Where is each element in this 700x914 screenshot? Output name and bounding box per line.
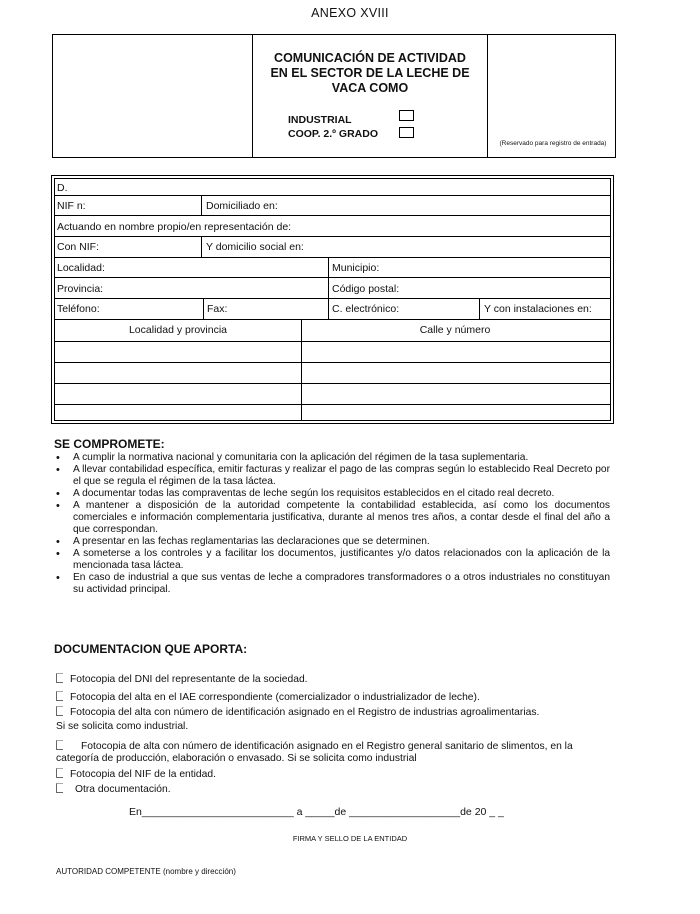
commitments-heading: SE COMPROMETE: xyxy=(54,437,165,451)
form-title-line-3: VACA COMO xyxy=(331,81,409,95)
doc-item-otra: Otra documentación. xyxy=(56,783,171,796)
field-nif[interactable]: NIF n: xyxy=(57,200,86,212)
field-municipio[interactable]: Municipio: xyxy=(332,262,380,274)
field-codigo-postal[interactable]: Código postal: xyxy=(332,283,400,295)
checkbox-otra[interactable] xyxy=(56,783,63,793)
option-industrial-checkbox[interactable] xyxy=(399,110,414,121)
form-header-box xyxy=(52,34,616,158)
option-industrial-label: INDUSTRIAL xyxy=(288,114,352,126)
list-item: • A mantener a disposición de la autoridad competente la contabilidad establecida, así como los documentos comerciales e información complementaria justificativa, durante al menos tres años, a contar desde el final del año a que correspondan. xyxy=(54,500,610,536)
field-domiciliado[interactable]: Domiciliado en: xyxy=(206,200,278,212)
column-localidad-provincia: Localidad y provincia xyxy=(128,324,228,336)
field-correo[interactable]: C. electrónico: xyxy=(332,303,400,315)
field-telefono[interactable]: Teléfono: xyxy=(57,303,100,315)
list-item: • A llevar contabilidad específica, emitir facturas y realizar el pago de las compras según lo establecido Real Decreto por el que se regula el régimen de la tasa láctea. xyxy=(54,464,610,488)
field-fax[interactable]: Fax: xyxy=(207,303,228,315)
place-date-line[interactable]: En__________________________ a _____de ___________________de 20 _ _ xyxy=(129,806,504,818)
field-con-nif[interactable]: Con NIF: xyxy=(57,241,100,253)
option-coop-label: COOP. 2.º GRADO xyxy=(288,128,378,140)
signature-stamp-label: FIRMA Y SELLO DE LA ENTIDAD xyxy=(292,834,408,843)
documentation-heading: DOCUMENTACION QUE APORTA: xyxy=(54,642,248,656)
doc-item-nif: Fotocopia del NIF de la entidad. xyxy=(56,768,216,781)
list-item: • En caso de industrial a que sus ventas de leche a compradores transformadores o a otros industriales no constituyan su actividad principal. xyxy=(54,572,610,596)
list-item: • A documentar todas las compraventas de leche según los requisitos establecidos en el citado real decreto. xyxy=(54,488,610,500)
doc-item-iae: Fotocopia del alta en el IAE correspondiente (comercializador o industrializador de leche). xyxy=(56,691,480,704)
checkbox-registro-sanitario[interactable] xyxy=(56,740,63,750)
field-d[interactable]: D. xyxy=(57,182,68,194)
option-coop-checkbox[interactable] xyxy=(399,127,414,138)
form-title xyxy=(253,51,487,96)
list-item: • A presentar en las fechas reglamentarias las declaraciones que se determinen. xyxy=(54,536,610,548)
field-actuando[interactable]: Actuando en nombre propio/en representación de: xyxy=(57,221,292,233)
doc-item-registro-sanitario: Fotocopia de alta con número de identificación asignado en el Registro general sanitario de slimentos, en la categoría de producción, elaboración o envasado. Si se solicita como industrial xyxy=(56,741,573,764)
doc-item-note: Si se solicita como industrial. xyxy=(56,721,189,732)
reserved-registry-note: (Reservado para registro de entrada) xyxy=(499,140,607,147)
checkbox-iae[interactable] xyxy=(56,691,63,701)
logo-area xyxy=(53,35,253,157)
field-localidad[interactable]: Localidad: xyxy=(57,262,105,274)
commitments-list xyxy=(54,452,610,596)
doc-item-dni: Fotocopia del DNI del representante de la sociedad. xyxy=(56,673,308,686)
list-item: • A cumplir la normativa nacional y comunitaria con la aplicación del régimen de la tasa suplementaria. xyxy=(54,452,610,464)
field-domicilio-social[interactable]: Y domicilio social en: xyxy=(206,241,304,253)
form-title-line-2: EN EL SECTOR DE LA LECHE DE xyxy=(270,66,470,80)
checkbox-registro-industrias[interactable] xyxy=(56,706,63,716)
checkbox-dni[interactable] xyxy=(56,673,63,683)
annex-title: ANEXO XVIII xyxy=(311,6,389,20)
doc-item-registro-industrias: Fotocopia del alta con número de identificación asignado en el Registro de industrias agroalimentarias. xyxy=(56,706,539,719)
header-divider xyxy=(487,35,488,157)
field-provincia[interactable]: Provincia: xyxy=(57,283,104,295)
form-title-line-1: COMUNICACIÓN DE ACTIVIDAD xyxy=(274,51,466,65)
column-calle-numero: Calle y número xyxy=(419,324,491,336)
list-item: • A someterse a los controles y a facilitar los documentos, justificantes y/o datos relacionados con la aplicación de la mencionada tasa láctea. xyxy=(54,548,610,572)
checkbox-nif[interactable] xyxy=(56,768,63,778)
field-instalaciones[interactable]: Y con instalaciones en: xyxy=(484,303,592,315)
applicant-data-table xyxy=(51,175,614,424)
competent-authority-label: AUTORIDAD COMPETENTE (nombre y dirección) xyxy=(56,867,236,876)
